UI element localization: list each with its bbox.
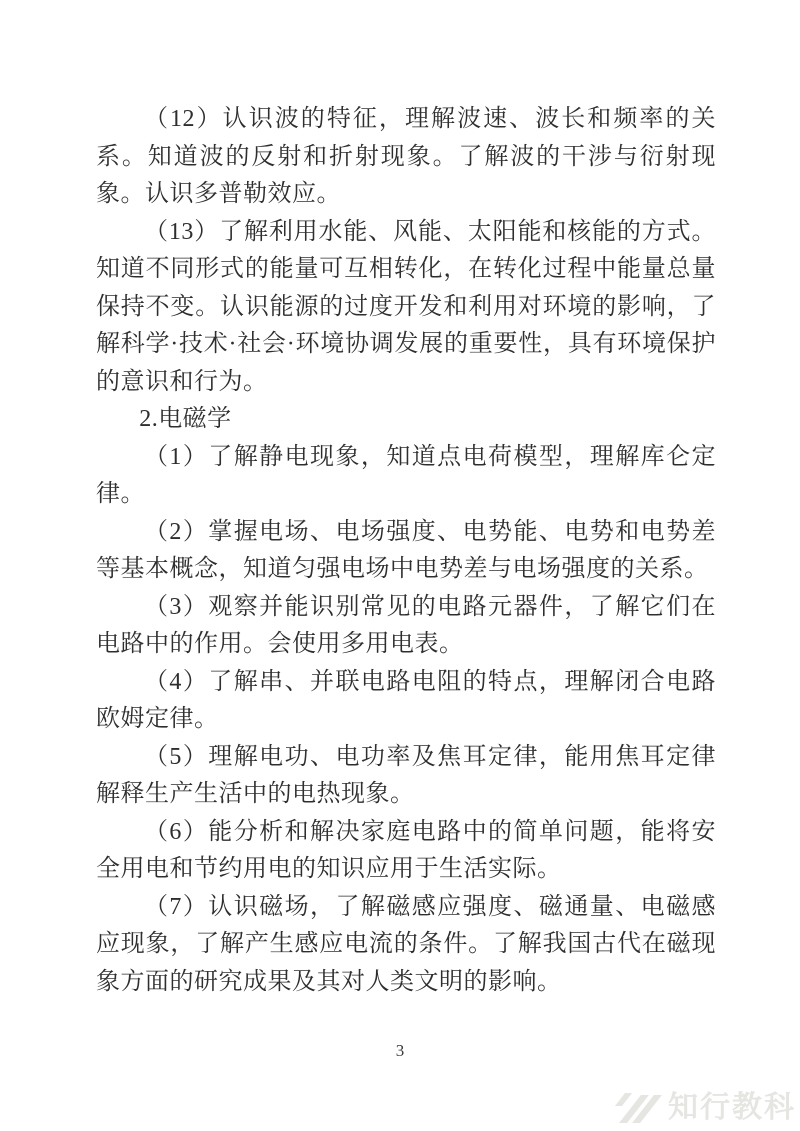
watermark-text: 知行教科 [668,1091,796,1124]
item-1: （1）了解静电现象，知道点电荷模型，理解库仑定律。 [96,443,716,507]
item-4: （4）了解串、并联电路电阻的特点，理解闭合电路欧姆定律。 [96,668,716,732]
item-6: （6）能分析和解决家庭电路中的简单问题，能将安全用电和节约用电的知识应用于生活实际。 [96,818,716,882]
item-3: （3）观察并能识别常见的电路元器件，了解它们在电路中的作用。会使用多用电表。 [96,593,716,657]
item-5: （5）理解电功、电功率及焦耳定律，能用焦耳定律解释生产生活中的电热现象。 [96,743,716,807]
item-2: （2）掌握电场、电场强度、电势能、电势和电势差等基本概念，知道匀强电场中电势差与电场强度的关系。 [96,518,716,582]
item-12: （12）认识波的特征，理解波速、波长和频率的关系。知道波的反射和折射现象。了解波的干涉与衍射现象。认识多普勒效应。 [96,106,716,207]
document-body [96,101,716,1001]
section-heading-2: 2.电磁学 [139,406,232,432]
item-7: （7）认识磁场，了解磁感应强度、磁通量、电磁感应现象，了解产生感应电流的条件。了解我国古代在磁现象方面的研究成果及其对人类文明的影响。 [96,893,716,995]
logo-slash-bar [615,1093,632,1106]
page-number: 3 [395,1041,405,1060]
watermark-logo-icon [616,1090,662,1126]
item-13: （13）了解利用水能、风能、太阳能和核能的方式。知道不同形式的能量可互相转化，在转化过程中能量总量保持不变。认识能源的过度开发和利用对环境的影响，了解科学·技术·社会·环境协调发展的重要性，具有环境保护的意识和行为。 [96,218,716,395]
watermark [616,1089,796,1127]
